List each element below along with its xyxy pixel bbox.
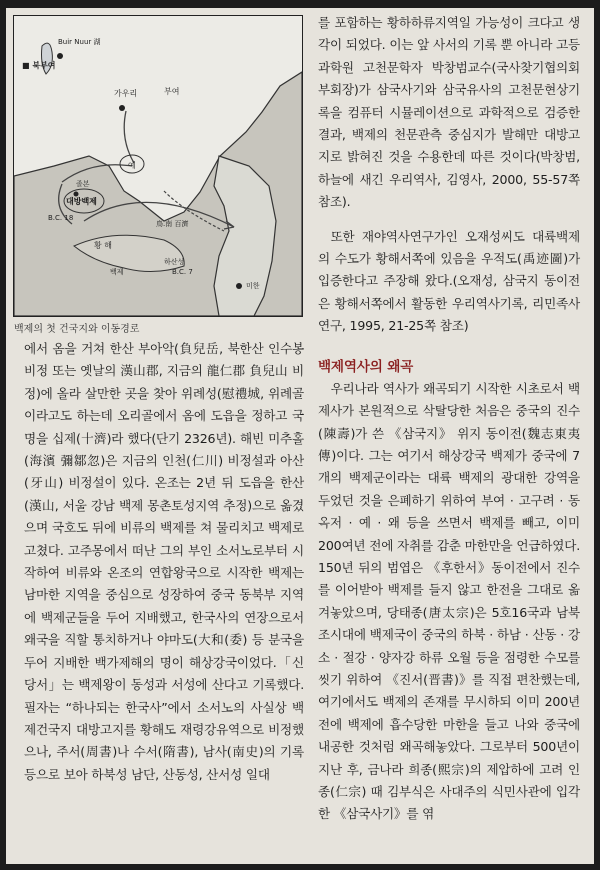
right-paragraph-3: 우리나라 역사가 왜곡되기 시작한 시초로서 백제사가 본원적으로 삭탈당한 처음은 중국의 진수(陳壽)가 쓴 《삼국지》 위지 동이전(魏志東夷傳)이다. 그는 여기서 해상강국 백제가 중국에 7개의 백제군이라는 대륙 백제의 광대한 강역을 두었던 것을 은폐하기 위하여 부여 · 고구려 · 동옥저 · 예 · 왜 등을 쓰면서 백제를 빼고, 이미 200여년 전에 자취를 감춘 마한만을 언급하였다. 150년 뒤의 범엽은 《후한서》동이전에서 진수를 이어받아 백제를 들지 않고 한전을 그대로 옮겨놓았으며, 당태종(唐太宗)은 5호16국과 남북조시대에 백제국이 중국의 하북 · 하남 · 산동 · 강소 · 절강 · 양자강 하류 오월 등을 점령한 수모를 씻기 위하여 《진서(晋書)》를 직접 편찬했는데, 여기에서도 백제의 존재를 무시하되 이미 200년 전에 백제에 흡수당한 마한을 들고 나와 중국에 내공한 것처럼 왜곡해놓았다. 그로부터 500년이 지난 후, 금나라 희종(熙宗)의 제압하에 고려 인종(仁宗) 때 김부식은 사대주의 식민사관에 입각한 《삼국사기》를 엮 [318,380,580,822]
map-caption: 백제의 첫 건국지와 이동경로 [14,324,140,335]
right-paragraph-1: 를 포함하는 황하하류지역일 가능성이 크다고 생각이 되었다. 이는 앞 사서의 기록 뿐 아니라 고등과학원 고천문학자 박창범교수(국사찾기협의회 부회장)가 삼국사기와 삼국유사의 고천문현상기록을 컴퓨터 시뮬레이션으로 과학적으로 검증한 결과, 백제의 천문관측 중심지가 발해만 대방고지로 밝혀진 것을 수용한데 따른 것이다(박창범, 하늘에 새긴 우리역사, 김영사, 2000, 55-57쪽 참조). [318,15,580,210]
label-buir-nuur: Buir Nuur 湖 [58,38,101,46]
label-baekje: 백제 [110,268,124,276]
section-heading: 백제역사의 왜곡 [318,358,414,375]
label-daebang: 대방백제 [66,197,97,206]
label-mihan: 미한 [246,282,260,290]
label-buyeo: 부여 [164,87,180,96]
label-north-buyeo: ■ 북부여 [22,61,56,70]
book-page [6,8,594,864]
map-drawing [14,16,302,316]
migration-map [13,15,303,317]
label-garigol: 가우리 [114,89,138,98]
label-sea: 황 해 [94,241,112,250]
left-column [24,338,304,786]
right-column [318,12,580,826]
label-fish-loc: 鳥.南 百濟 [156,220,189,228]
label-hansanseong: 하산성 [164,258,185,266]
label-bc18: B.C. 18 [48,214,74,222]
label-ye: 예 [128,161,136,170]
label-bc7: B.C. 7 [172,268,193,276]
left-paragraph-1: 에서 옴을 거쳐 한산 부아악(負兒岳, 북한산 인수봉 비정 또는 옛날의 漢山郡, 지금의 龍仁郡 負兒山 비정)에 올라 살만한 곳을 찾아 위례성(慰禮城, 위례골이라고도 하는데 오리골에서 옴에 도읍을 정하고 국명을 십제(十濟)라 했다(단기 2326년). 해빈 미추홀(海濱 彌鄒忽)은 지금의 인천(仁川) 비정설과 아산(牙山) 비정설이 있다. 온조는 2년 뒤 도읍을 한산(漢山, 서울 강남 백제 몽촌토성지역 추정)으로 옮겼으며 국호도 뒤에 비류의 백제를 쳐 물리치고 백제로 고쳤다. 고주몽에서 떠난 그의 부인 소서노로부터 시작하여 비류와 온조의 연합왕국으로 시작한 백제는 남마한 지역을 중심으로 성장하여 중국 동북부 지역에 백제군들을 두어 지배했고, 한국사의 연장으로서 왜국을 직할 통치하거나 야마도(大和(委) 등 분국을 두어 지배한 백가제해의 명이 해상강국이었다.「신당서」는 백제왕이 동성과 서성에 산다고 기록했다. 필자는 “하나되는 한국사”에서 소서노의 사실상 백제건국지 대방고지를 황해도 재령강유역으로 비정했으나, 주서(周書)나 수서(隋書), 남사(南史)의 기록 등으로 보아 하북성 남단, 산동성, 산서성 일대 [24,341,304,782]
right-paragraph-2: 또한 재야역사연구가인 오재성씨도 대륙백제의 수도가 황해서쪽에 있음을 우적도(禹迹圖)가 입증한다고 주장해 왔다.(오재성, 삼국지 동이전은 황해서쪽에서 활동한 우리역사기록, 리민족사연구, 1995, 21-25쪽 참조) [318,228,580,334]
label-jolbon: 졸본 [76,180,90,188]
